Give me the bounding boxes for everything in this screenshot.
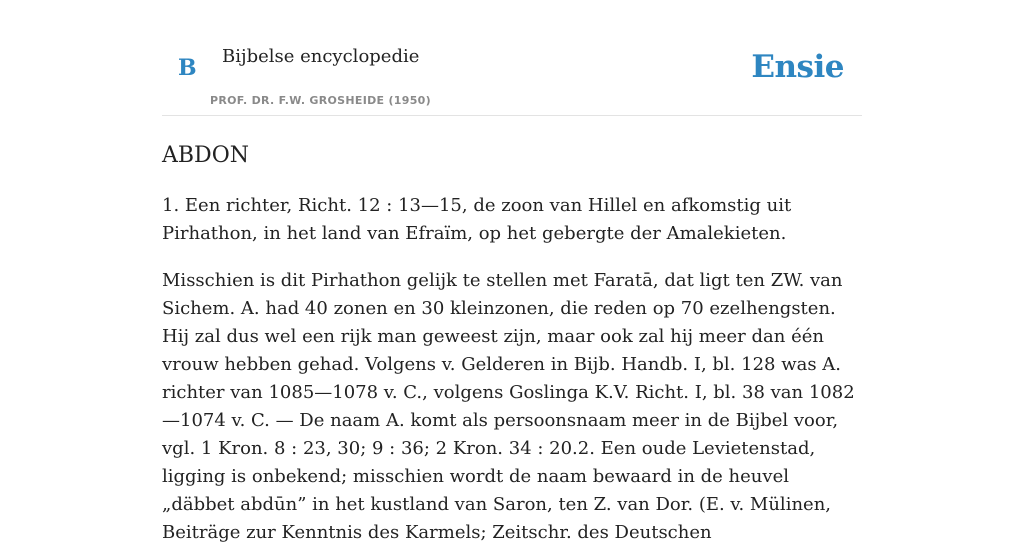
source-header xyxy=(162,0,862,116)
page xyxy=(162,0,862,547)
entry-paragraph-1: 1. Een richter, Richt. 12 : 13—15, de zoon van Hillel en afkomstig uit Pirhathon, in het land van Efraïm, op het gebergte der Amalekieten. xyxy=(162,195,792,244)
book-title-link[interactable]: Bijbelse encyclopedie xyxy=(222,46,420,67)
entry-paragraph-2: Misschien is dit Pirhathon gelijk te stellen met Faratā, dat ligt ten ZW. van Sichem. A. had 40 zonen en 30 kleinzonen, die reden op 70 ezelhengsten. Hij zal dus wel een rijk man geweest zijn, maar ook zal hij meer dan één vrouw hebben gehad. Volgens v. Gelderen in Bijb. Handb. I, bl. 128 was A. richter van 1085—1078 v. C., volgens Goslinga K.V. Richt. I, bl. 38 van 1082—1074 v. C. — De naam A. komt als persoonsnaam meer in de Bijbel voor, vgl. 1 Kron. 8 : 23, 30; 9 : 36; 2 Kron. 34 : 20.2. Een oude Levietenstad, ligging is onbekend; misschien wordt de naam bewaard in de heuvel „däbbet abdūn” in het kustland van Saron, ten Z. van Dor. (E. v. Mülinen, Beiträge zur Kenntnis des Karmels; Zeitschr. des Deutschen xyxy=(162,270,855,543)
entry-title: ABDON xyxy=(162,143,249,168)
author-line: PROF. DR. F.W. GROSHEIDE (1950) xyxy=(210,94,431,107)
letter-index-link[interactable]: B xyxy=(178,55,197,81)
ensie-logo-link[interactable]: Ensie xyxy=(751,49,844,85)
